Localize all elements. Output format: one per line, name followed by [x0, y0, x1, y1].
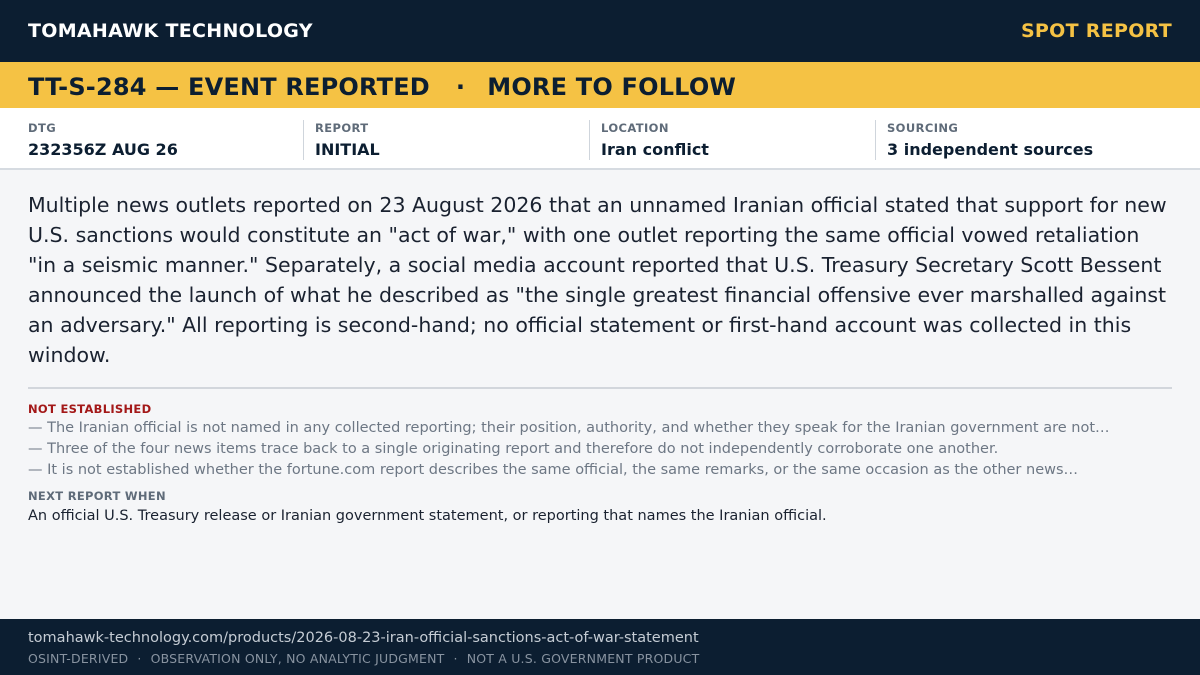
- headline-follow: MORE TO FOLLOW: [487, 73, 737, 101]
- next-report-label: NEXT REPORT WHEN: [28, 489, 166, 503]
- meta-dtg-label: DTG: [28, 121, 57, 135]
- not-established-label: NOT ESTABLISHED: [28, 402, 152, 416]
- meta-dtg: [28, 120, 178, 160]
- brand-name: TOMAHAWK TECHNOLOGY: [28, 20, 313, 42]
- footer-tag: NOT A U.S. GOVERNMENT PRODUCT: [466, 651, 700, 666]
- meta-dtg-value: 232356Z AUG 26: [28, 140, 178, 159]
- meta-location-value: Iran conflict: [601, 140, 709, 159]
- meta-location-label: LOCATION: [601, 121, 669, 135]
- headline: [28, 73, 736, 101]
- meta-sourcing-label: SOURCING: [887, 121, 959, 135]
- footer-bar: [0, 619, 1200, 675]
- not-established-item: — It is not established whether the fortune.com report describes the same official, the same remarks, or the same occasion as the other news…: [28, 462, 1079, 478]
- not-established-list: [28, 418, 1178, 481]
- not-established-item: — The Iranian official is not named in any collected reporting; their position, authority, and whether they speak for the Iranian government are not…: [28, 420, 1110, 436]
- headline-separator: ·: [455, 73, 466, 101]
- meta-report: [303, 120, 380, 160]
- footer-tag-separator: ·: [453, 651, 458, 666]
- footer-tag: OSINT-DERIVED: [28, 651, 129, 666]
- footer-tags: [28, 651, 699, 666]
- meta-row: [0, 108, 1200, 170]
- meta-sourcing: [875, 120, 1093, 160]
- footer-url-link[interactable]: tomahawk-technology.com/products/2026-08-23-iran-official-sanctions-act-of-war-statement: [28, 630, 699, 646]
- section-divider: [28, 387, 1172, 389]
- not-established-item: — Three of the four news items trace back to a single originating report and therefore do not independently corroborate one another.: [28, 441, 999, 457]
- next-report-text: An official U.S. Treasury release or Iranian government statement, or reporting that names the Iranian official.: [28, 508, 827, 524]
- meta-sourcing-value: 3 independent sources: [887, 140, 1094, 159]
- meta-report-value: INITIAL: [315, 140, 380, 159]
- headline-id-status: TT-S-284 — EVENT REPORTED: [28, 73, 430, 101]
- footer-tag: OBSERVATION ONLY, NO ANALYTIC JUDGMENT: [150, 651, 445, 666]
- report-summary: Multiple news outlets reported on 23 August 2026 that an unnamed Iranian official stated that support for new U.S. sanctions would constitute an "act of war," with one outlet reporting the same official vowed retaliation "in a seismic manner." Separately, a social media account reported that U.S. Treasury Secretary Scott Bessent announced the launch of what he described as "the single greatest financial offensive ever marshalled against an adversary." All reporting is second-hand; no official statement or first-hand account was collected in this window.: [28, 193, 1167, 367]
- meta-location: [589, 120, 709, 160]
- report-type-label: SPOT REPORT: [1020, 20, 1172, 42]
- footer-tag-separator: ·: [137, 651, 142, 666]
- meta-report-label: REPORT: [315, 121, 369, 135]
